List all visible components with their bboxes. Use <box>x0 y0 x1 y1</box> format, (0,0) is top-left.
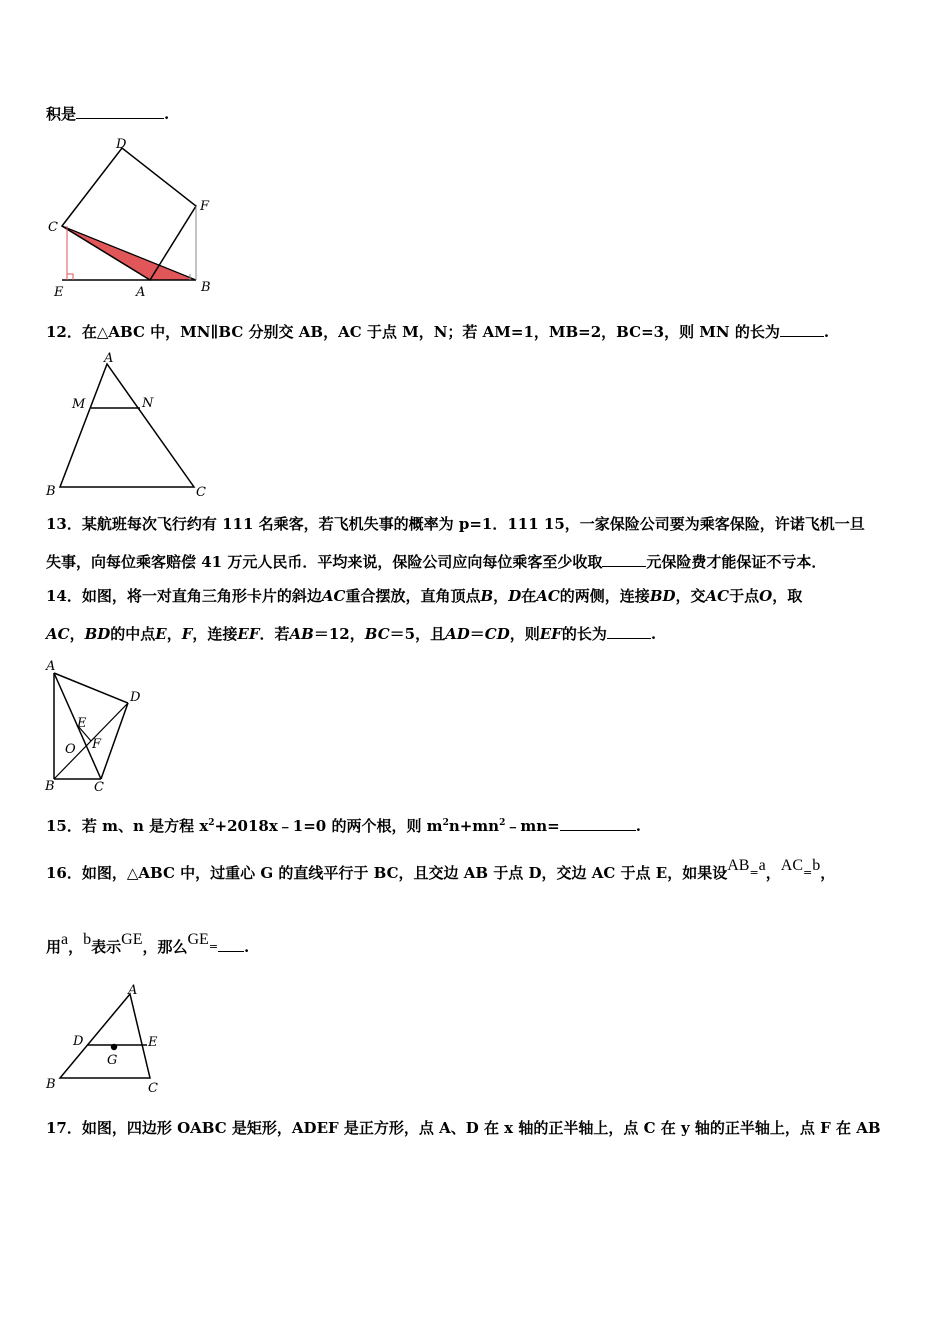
question-17: 17．如图，四边形 OABC 是矩形，ADEF 是正方形，点 A、D 在 x 轴的正半轴上，点 C 在 y 轴的正半轴上，点 F 在 AB <box>46 1119 881 1137</box>
answer-blank[interactable] <box>602 552 646 567</box>
label-d: D <box>116 137 127 152</box>
figure-11 <box>44 136 224 302</box>
label-c: C <box>196 485 206 500</box>
figure-12 <box>44 350 214 500</box>
question-14-line-1: 14．如图，将一对直角三角形卡片的斜边AC重合摆放，直角顶点B，D在AC的两侧，连接BD，交AC于点O，取 <box>46 587 803 605</box>
label-o: O <box>65 742 76 757</box>
answer-blank[interactable] <box>76 104 164 119</box>
label-f: F <box>200 199 210 214</box>
figure-14 <box>44 655 149 795</box>
label-m: M <box>72 397 86 412</box>
label-f: F <box>92 737 102 752</box>
label-a: A <box>46 659 56 674</box>
centroid-g <box>111 1044 117 1050</box>
label-e: E <box>77 716 87 731</box>
label-e: E <box>148 1035 158 1050</box>
label-d: D <box>73 1034 84 1049</box>
label-b: B <box>201 280 211 295</box>
question-16-line-2: 用a，b表示GE，那么GE= . <box>46 931 250 956</box>
answer-blank[interactable] <box>218 937 244 952</box>
label-a: A <box>128 983 138 998</box>
question-13-line-1: 13．某航班每次飞行约有 111 名乘客，若飞机失事的概率为 p=1．111 15，一家保险公司要为乘客保险，许诺飞机一旦 <box>46 515 865 533</box>
label-a: A <box>104 351 114 366</box>
question-14-line-2: AC，BD的中点E，F，连接EF．若AB＝12，BC＝5，且AD＝CD，则EF的长为 . <box>46 625 657 643</box>
label-c: C <box>148 1081 158 1096</box>
question-16-line-1: 16．如图，△ABC 中，过重心 G 的直线平行于 BC，且交边 AB 于点 D，交边 AC 于点 E，如果设AB=a，AC=b， <box>46 857 836 882</box>
figure-16 <box>44 980 174 1100</box>
label-n: N <box>142 396 154 411</box>
label-d: D <box>130 690 141 705</box>
question-13-line-2: 失事，向每位乘客赔偿 41 万元人民币．平均来说，保险公司应向每位乘客至少收取 元保险费才能保证不亏本． <box>46 553 827 571</box>
question-12: 12．在△ABC 中，MN∥BC 分别交 AB，AC 于点 M，N；若 AM=1，MB=2，BC=3，则 MN 的长为 . <box>46 323 830 341</box>
label-b: B <box>45 779 55 794</box>
question-11-tail: 积是 . <box>46 105 170 123</box>
label-c: C <box>94 780 104 795</box>
label-c: C <box>48 220 58 235</box>
question-15: 15．若 m、n 是方程 $x^2+2018x﹣1=0$ 的两个根，则 $m^2n+mn^2﹣mn=$ . <box>46 817 641 835</box>
label-g: G <box>107 1053 118 1068</box>
label-b: B <box>46 1077 56 1092</box>
answer-blank[interactable] <box>607 624 651 639</box>
label-a: A <box>136 285 146 300</box>
answer-blank[interactable] <box>780 322 824 337</box>
triangle-abc <box>60 364 194 487</box>
label-b: B <box>46 484 56 499</box>
label-e: E <box>54 285 64 300</box>
answer-blank[interactable] <box>560 816 636 831</box>
